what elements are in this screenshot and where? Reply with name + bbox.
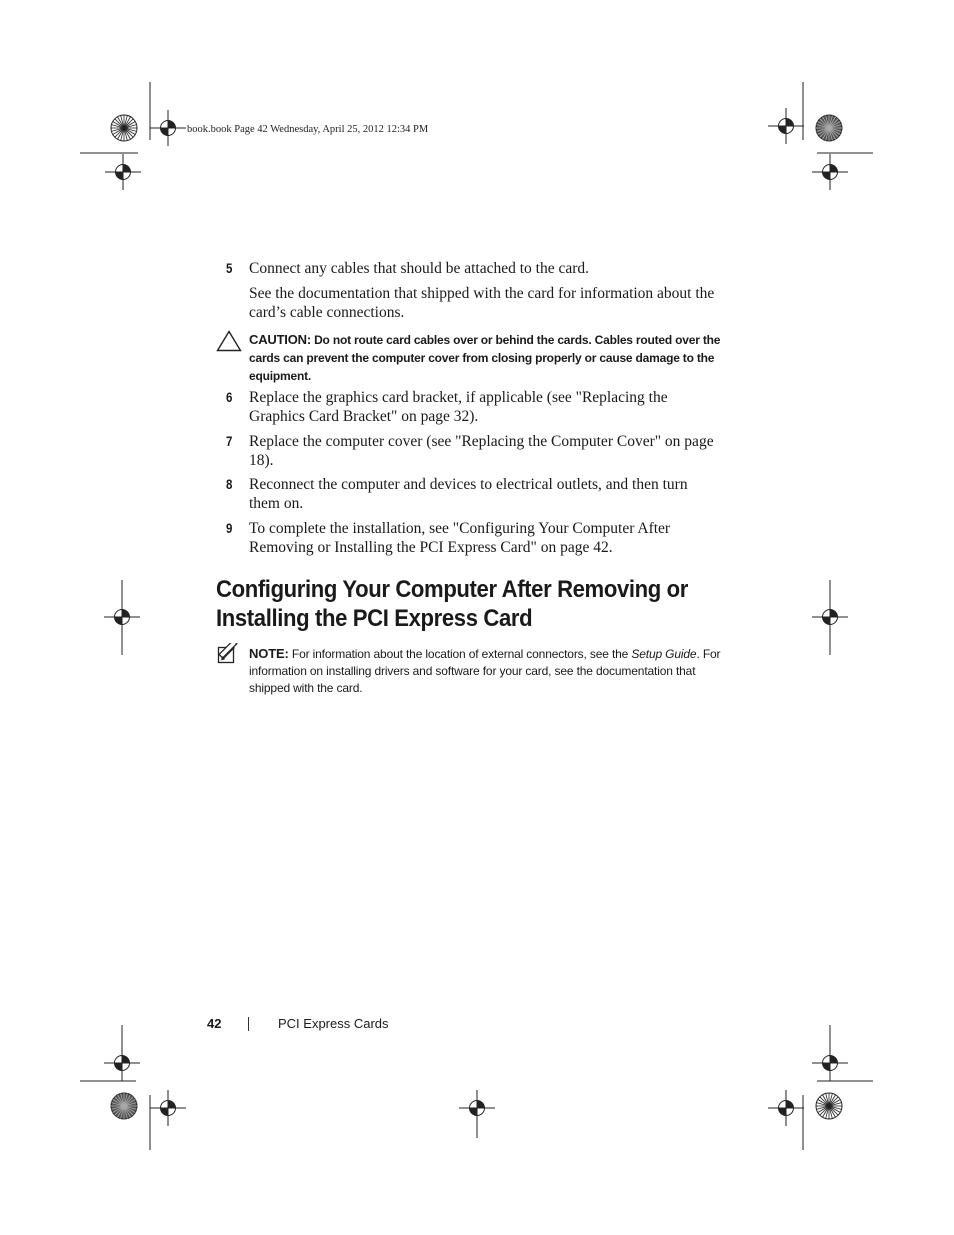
caution-notice [249, 331, 724, 385]
crosshair-mark [812, 154, 848, 190]
note-text-after: . For information on installing drivers and software for your card, see the documentation that shipped with the card. [249, 647, 721, 695]
crosshair-mark [812, 1045, 848, 1081]
starburst-mark [111, 115, 137, 141]
crosshair-mark [150, 1090, 186, 1126]
step-number: 5 [226, 261, 233, 276]
step-text: Reconnect the computer and devices to electrical outlets, and then turn them on. [249, 476, 688, 512]
step-text: To complete the installation, see "Configuring Your Computer After Removing or Installing the PCI Express Card" on page 42. [249, 520, 671, 556]
caution-label: CAUTION: [249, 332, 311, 347]
crosshair-mark [812, 599, 848, 635]
step-text: Replace the computer cover (see "Replacing the Computer Cover" on page 18). [249, 433, 714, 469]
crosshair-mark [768, 108, 804, 144]
starburst-mark [111, 1093, 137, 1119]
note-label: NOTE: [249, 646, 289, 661]
step-5 [226, 259, 716, 278]
step-number: 8 [226, 477, 233, 492]
print-slug: book.book Page 42 Wednesday, April 25, 2012 12:34 PM [187, 124, 429, 135]
step-text: Connect any cables that should be attached to the card. [249, 260, 590, 277]
section-heading-line-1: Configuring Your Computer After Removing or [216, 576, 688, 603]
crosshair-mark [104, 1045, 140, 1081]
crosshair-mark [150, 110, 186, 146]
crosshair-mark [768, 1090, 804, 1126]
caution-triangle-icon [216, 330, 242, 352]
step-7 [226, 432, 716, 472]
starburst-mark [816, 1093, 842, 1119]
step-6 [226, 388, 716, 428]
caution-text: Do not route card cables over or behind the cards. Cables routed over the cards can prevent the computer cover from closing properly or cause damage to the equipment. [249, 333, 721, 383]
note-guide-title: Setup Guide [631, 647, 697, 661]
note-pencil-icon [217, 643, 241, 665]
section-heading-line-2: Installing the PCI Express Card [216, 605, 533, 632]
starburst-mark [816, 115, 842, 141]
crosshair-mark [104, 599, 140, 635]
step-5-followup: See the documentation that shipped with the card for information about the card’s cable connections. [249, 285, 715, 321]
footer-section-title: PCI Express Cards [278, 1016, 389, 1031]
page-number: 42 [207, 1016, 222, 1031]
section-heading [216, 575, 694, 633]
step-9 [226, 519, 716, 559]
step-8 [226, 475, 716, 515]
crosshair-mark [105, 154, 141, 190]
step-number: 7 [226, 434, 233, 449]
footer-separator [248, 1017, 249, 1031]
step-number: 6 [226, 390, 233, 405]
step-number: 9 [226, 521, 233, 536]
note-notice [249, 645, 724, 697]
step-text: Replace the graphics card bracket, if applicable (see "Replacing the Graphics Card Bracket" on page 32). [249, 389, 668, 425]
note-text-before: For information about the location of external connectors, see the [291, 647, 629, 661]
